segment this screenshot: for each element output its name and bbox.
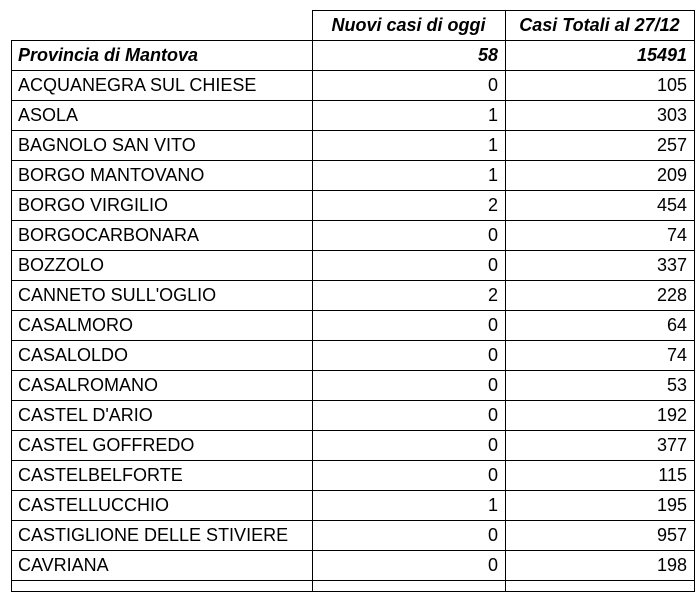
header-new-cases: Nuovi casi di oggi bbox=[313, 11, 506, 41]
new-cases-cell: 0 bbox=[313, 311, 506, 341]
total-cases-cell: 454 bbox=[506, 191, 695, 221]
table-row bbox=[12, 281, 695, 311]
total-cases-cell: 192 bbox=[506, 401, 695, 431]
municipality-name: CASTEL GOFFREDO bbox=[12, 431, 313, 461]
total-cases-cell: 74 bbox=[506, 221, 695, 251]
new-cases-cell: 0 bbox=[313, 551, 506, 581]
province-total-cases: 15491 bbox=[506, 41, 695, 71]
table-row bbox=[12, 341, 695, 371]
municipality-name: CAVRIANA bbox=[12, 551, 313, 581]
table-row bbox=[12, 491, 695, 521]
municipality-name: ASOLA bbox=[12, 101, 313, 131]
new-cases-cell: 0 bbox=[313, 71, 506, 101]
municipality-name: CASTELBELFORTE bbox=[12, 461, 313, 491]
new-cases-cell: 0 bbox=[313, 401, 506, 431]
municipality-name: BORGO VIRGILIO bbox=[12, 191, 313, 221]
municipality-name: CASTELLUCCHIO bbox=[12, 491, 313, 521]
total-cases-cell: 337 bbox=[506, 251, 695, 281]
new-cases-cell: 1 bbox=[313, 491, 506, 521]
table-row bbox=[12, 551, 695, 581]
province-row bbox=[12, 41, 695, 71]
new-cases-cell: 0 bbox=[313, 521, 506, 551]
total-cases-cell: 209 bbox=[506, 161, 695, 191]
new-cases-cell: 0 bbox=[313, 431, 506, 461]
municipality-name: CASALMORO bbox=[12, 311, 313, 341]
total-cases-cell: 303 bbox=[506, 101, 695, 131]
table-row-cutoff bbox=[12, 581, 695, 592]
total-cases-cell: 957 bbox=[506, 521, 695, 551]
table-row bbox=[12, 221, 695, 251]
municipality-name: CANNETO SULL'OGLIO bbox=[12, 281, 313, 311]
header-blank-cell bbox=[12, 11, 313, 41]
new-cases-cell: 1 bbox=[313, 101, 506, 131]
municipality-name: ACQUANEGRA SUL CHIESE bbox=[12, 71, 313, 101]
table-row bbox=[12, 131, 695, 161]
total-cases-cell: 64 bbox=[506, 311, 695, 341]
new-cases-cell: 0 bbox=[313, 221, 506, 251]
new-cases-cell: 0 bbox=[313, 371, 506, 401]
cases-table bbox=[11, 10, 695, 592]
municipality-name: BORGO MANTOVANO bbox=[12, 161, 313, 191]
new-cases-cell: 1 bbox=[313, 131, 506, 161]
municipality-name: BAGNOLO SAN VITO bbox=[12, 131, 313, 161]
table-row bbox=[12, 521, 695, 551]
total-cases-cell: 105 bbox=[506, 71, 695, 101]
total-cases-cell: 195 bbox=[506, 491, 695, 521]
table-row bbox=[12, 461, 695, 491]
table-row bbox=[12, 371, 695, 401]
municipality-name: BOZZOLO bbox=[12, 251, 313, 281]
municipality-name: CASALROMANO bbox=[12, 371, 313, 401]
new-cases-cell: 1 bbox=[313, 161, 506, 191]
total-cases-cell: 198 bbox=[506, 551, 695, 581]
municipality-name: BORGOCARBONARA bbox=[12, 221, 313, 251]
table-row bbox=[12, 191, 695, 221]
municipality-name: CASALOLDO bbox=[12, 341, 313, 371]
new-cases-cell: 2 bbox=[313, 281, 506, 311]
new-cases-cell: 2 bbox=[313, 191, 506, 221]
header-total-cases: Casi Totali al 27/12 bbox=[506, 11, 695, 41]
province-new-cases: 58 bbox=[313, 41, 506, 71]
cases-sheet bbox=[11, 10, 695, 592]
total-cases-cell: 53 bbox=[506, 371, 695, 401]
total-cases-cell: 377 bbox=[506, 431, 695, 461]
table-row bbox=[12, 251, 695, 281]
header-row bbox=[12, 11, 695, 41]
cutoff-cell bbox=[313, 581, 506, 592]
new-cases-cell: 0 bbox=[313, 341, 506, 371]
municipality-name: CASTIGLIONE DELLE STIVIERE bbox=[12, 521, 313, 551]
new-cases-cell: 0 bbox=[313, 461, 506, 491]
total-cases-cell: 257 bbox=[506, 131, 695, 161]
province-name: Provincia di Mantova bbox=[12, 41, 313, 71]
table-row bbox=[12, 311, 695, 341]
cutoff-cell bbox=[12, 581, 313, 592]
total-cases-cell: 74 bbox=[506, 341, 695, 371]
table-row bbox=[12, 71, 695, 101]
total-cases-cell: 115 bbox=[506, 461, 695, 491]
cutoff-cell bbox=[506, 581, 695, 592]
table-row bbox=[12, 101, 695, 131]
table-row bbox=[12, 431, 695, 461]
table-row bbox=[12, 161, 695, 191]
table-row bbox=[12, 401, 695, 431]
total-cases-cell: 228 bbox=[506, 281, 695, 311]
new-cases-cell: 0 bbox=[313, 251, 506, 281]
municipality-name: CASTEL D'ARIO bbox=[12, 401, 313, 431]
